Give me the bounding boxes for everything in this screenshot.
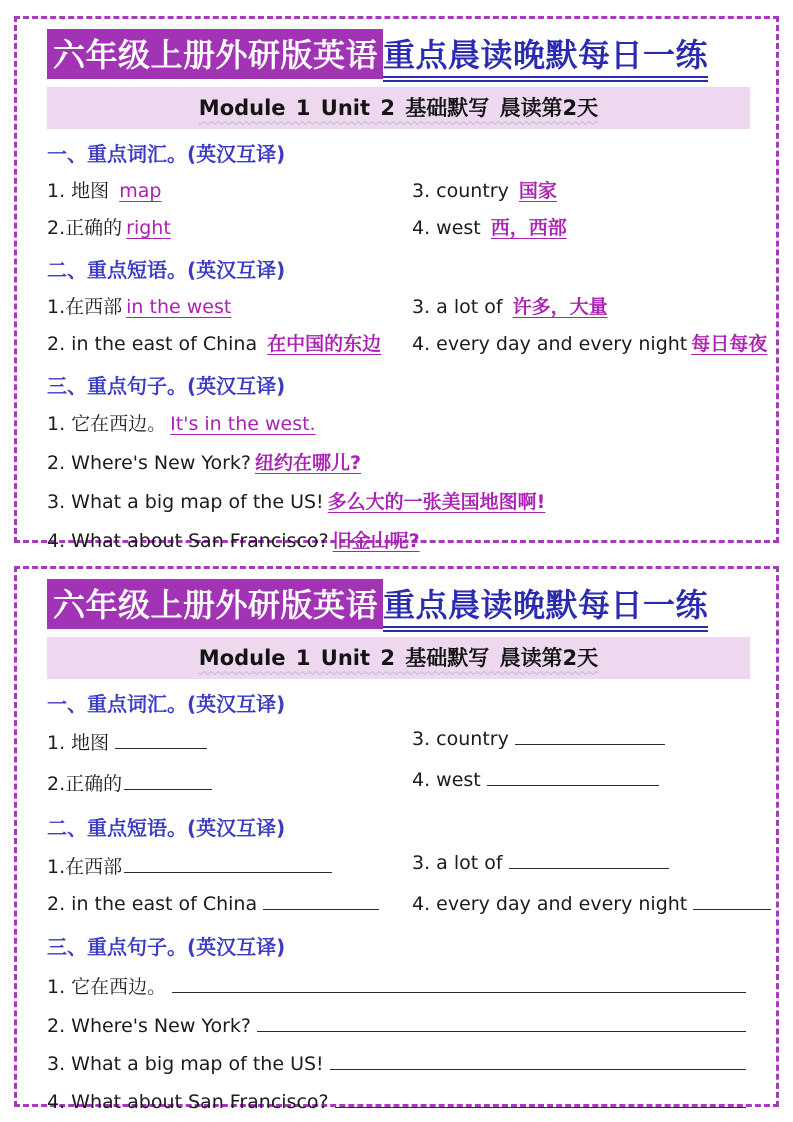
sentence-label: 3. What a big map of the US!	[47, 1052, 324, 1075]
blank-line	[257, 1016, 746, 1032]
sentence-label: 2. Where's New York?	[47, 451, 252, 474]
page-title	[47, 35, 750, 77]
phrase-item	[412, 845, 771, 886]
word-label: 3. country	[412, 179, 509, 202]
answer-text: 许多，大量	[512, 295, 608, 318]
answer-text: 在中国的东边	[267, 332, 382, 355]
phrase-label: 4. every day and every night	[412, 332, 688, 355]
phrase-item	[47, 287, 412, 324]
word-item	[412, 208, 750, 245]
sentence-label: 1. 它在西边。	[47, 975, 167, 998]
sentence-label: 1. 它在西边。	[47, 412, 167, 435]
phrase-item	[412, 886, 771, 922]
answer-text: 旧金山呢?	[332, 529, 420, 552]
section-heading-phrases: 二、重点短语。(英汉互译)	[47, 257, 286, 282]
word-label: 4. west	[412, 768, 481, 791]
phrases-grid	[47, 287, 768, 361]
words-grid	[47, 721, 750, 803]
word-label: 2.正确的	[47, 216, 123, 239]
blank-line	[172, 977, 746, 993]
blank-line	[487, 770, 659, 786]
word-label: 2.正确的	[47, 772, 123, 795]
section-heading-phrases: 二、重点短语。(英汉互译)	[47, 815, 286, 840]
section-heading-words: 一、重点词汇。(英汉互译)	[47, 691, 286, 716]
blank-line	[335, 1092, 746, 1108]
answer-text: 多么大的一张美国地图啊!	[327, 490, 546, 513]
subtitle-bar: Module 1 Unit 2 基础默写 晨读第2天	[47, 637, 750, 679]
blank-line	[263, 894, 379, 910]
worksheet-panel-answered	[14, 16, 779, 552]
sentence-label: 4. What about San Francisco?	[47, 529, 329, 552]
phrase-item	[412, 287, 775, 324]
phrase-label: 1.在西部	[47, 295, 123, 318]
word-item	[412, 721, 750, 762]
title-highlight: 六年级上册外研版英语	[47, 29, 383, 79]
sentence-item	[47, 964, 750, 1007]
word-label: 4. west	[412, 216, 481, 239]
phrase-label: 3. a lot of	[412, 851, 503, 874]
title-underlined-part: 重点晨读晚默每日一练	[383, 36, 708, 82]
answer-text: 纽约在哪儿?	[255, 451, 362, 474]
phrase-item	[47, 324, 412, 361]
phrase-item	[47, 886, 412, 922]
word-label: 1. 地图	[47, 731, 110, 754]
word-label: 3. country	[412, 727, 509, 750]
phrase-item	[412, 324, 775, 361]
blank-line	[509, 853, 669, 869]
word-item	[412, 171, 750, 208]
section-heading-sentences: 三、重点句子。(英汉互译)	[47, 934, 286, 959]
answer-text: 西，西部	[490, 216, 567, 239]
blank-line	[124, 774, 212, 790]
phrases-grid	[47, 845, 750, 922]
blank-line	[515, 729, 665, 745]
blank-line	[330, 1054, 746, 1070]
page-title	[47, 585, 750, 627]
title-underlined-part: 重点晨读晚默每日一练	[383, 586, 708, 632]
word-item	[47, 171, 412, 208]
sentence-item	[47, 1007, 750, 1045]
sentence-item	[47, 1045, 750, 1083]
blank-line	[124, 857, 332, 873]
phrase-label: 4. every day and every night	[412, 892, 688, 915]
word-item	[47, 208, 412, 245]
phrase-label: 2. in the east of China	[47, 892, 258, 915]
title-highlight: 六年级上册外研版英语	[47, 579, 383, 629]
worksheet-panel-blank	[14, 566, 779, 1113]
words-grid	[47, 171, 750, 245]
answer-text: map	[119, 179, 162, 202]
sentence-item	[47, 403, 750, 442]
sentence-label: 4. What about San Francisco?	[47, 1090, 329, 1113]
sentence-item	[47, 520, 750, 559]
sentence-item	[47, 442, 750, 481]
phrase-label: 1.在西部	[47, 855, 123, 878]
word-item	[412, 762, 750, 803]
sentence-label: 3. What a big map of the US!	[47, 490, 324, 513]
phrase-label: 3. a lot of	[412, 295, 503, 318]
sentence-label: 2. Where's New York?	[47, 1014, 252, 1037]
phrase-label: 2. in the east of China	[47, 332, 258, 355]
answer-text: in the west	[126, 295, 232, 318]
answer-text: 国家	[518, 179, 557, 202]
section-heading-sentences: 三、重点句子。(英汉互译)	[47, 373, 286, 398]
section-heading-words: 一、重点词汇。(英汉互译)	[47, 141, 286, 166]
answer-text: It's in the west.	[170, 412, 316, 435]
word-item	[47, 721, 412, 762]
word-item	[47, 762, 412, 803]
sentence-item	[47, 1083, 750, 1121]
phrase-item	[47, 845, 412, 886]
word-label: 1. 地图	[47, 179, 110, 202]
sentence-item	[47, 481, 750, 520]
subtitle-bar: Module 1 Unit 2 基础默写 晨读第2天	[47, 87, 750, 129]
answer-text: right	[126, 216, 171, 239]
blank-line	[115, 733, 207, 749]
blank-line	[693, 894, 771, 910]
answer-text: 每日每夜	[691, 332, 768, 355]
